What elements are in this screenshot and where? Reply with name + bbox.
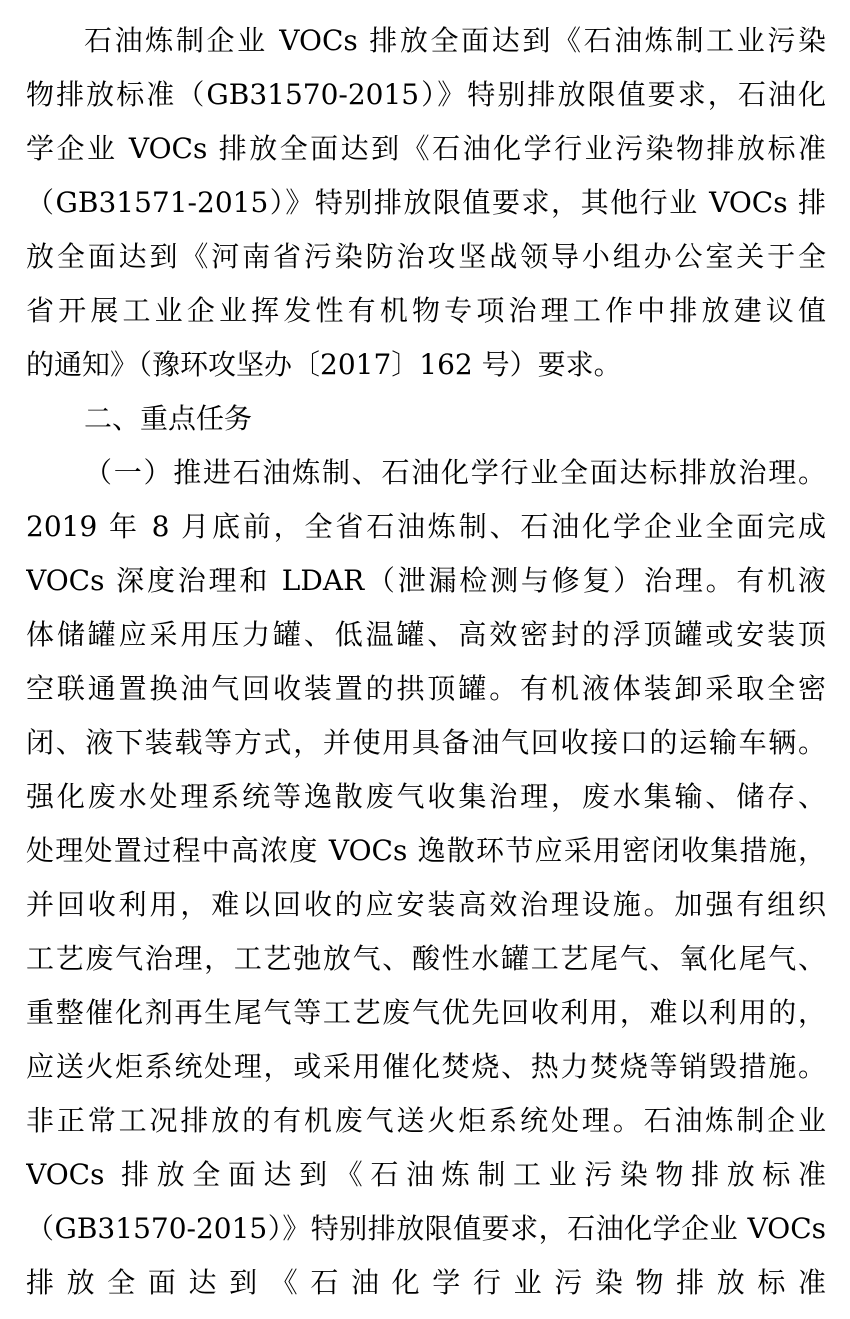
text-line: 处理处置过程中高浓度 VOCs 逸散环节应采用密闭收集措施， bbox=[26, 834, 826, 867]
text-line: 石油炼制企业 VOCs 排放全面达到《石油炼制工业污染 bbox=[84, 24, 826, 57]
text-line: VOCs 深度治理和 LDAR（泄漏检测与修复）治理。有机液 bbox=[26, 564, 826, 597]
text-line: 应送火炬系统处理，或采用催化焚烧、热力焚烧等销毁措施。 bbox=[26, 1050, 826, 1083]
text-line: （GB31570-2015）》特别排放限值要求，石油化学企业 VOCs bbox=[26, 1212, 826, 1245]
text-line: 学企业 VOCs 排放全面达到《石油化学行业污染物排放标准 bbox=[26, 132, 826, 165]
text-line: 省开展工业企业挥发性有机物专项治理工作中排放建议值 bbox=[26, 294, 826, 327]
subsection-heading: （一）推进石油炼制、石油化学行业全面达标排放治理。 bbox=[84, 456, 826, 489]
text-line: 2019 年 8 月底前，全省石油炼制、石油化学企业全面完成 bbox=[26, 510, 826, 543]
document-body bbox=[26, 14, 826, 1310]
text-line: 并回收利用，难以回收的应安装高效治理设施。加强有组织 bbox=[26, 888, 826, 921]
text-line: 体储罐应采用压力罐、低温罐、高效密封的浮顶罐或安装顶 bbox=[26, 618, 826, 651]
text-line: VOCs 排放全面达到《石油炼制工业污染物排放标准 bbox=[26, 1158, 826, 1191]
text-line: （GB31571-2015）》特别排放限值要求，其他行业 VOCs 排 bbox=[26, 186, 826, 219]
text-line: 强化废水处理系统等逸散废气收集治理，废水集输、储存、 bbox=[26, 780, 826, 813]
text-line: 工艺废气治理，工艺弛放气、酸性水罐工艺尾气、氧化尾气、 bbox=[26, 942, 826, 975]
text-line: 闭、液下装载等方式，并使用具备油气回收接口的运输车辆。 bbox=[26, 726, 826, 759]
text-line: 排放全面达到《石油化学行业污染物排放标准 bbox=[26, 1266, 826, 1299]
text-line: 放全面达到《河南省污染防治攻坚战领导小组办公室关于全 bbox=[26, 240, 826, 273]
section-heading: 二、重点任务 bbox=[84, 402, 253, 435]
text-line: 空联通置换油气回收装置的拱顶罐。有机液体装卸采取全密 bbox=[26, 672, 826, 705]
text-line: 非正常工况排放的有机废气送火炬系统处理。石油炼制企业 bbox=[26, 1104, 826, 1137]
text-line: 物排放标准（GB31570-2015）》特别排放限值要求，石油化 bbox=[26, 78, 826, 111]
text-line: 的通知》（豫环攻坚办〔2017〕162 号）要求。 bbox=[26, 348, 622, 381]
text-line: 重整催化剂再生尾气等工艺废气优先回收利用，难以利用的， bbox=[26, 996, 826, 1029]
